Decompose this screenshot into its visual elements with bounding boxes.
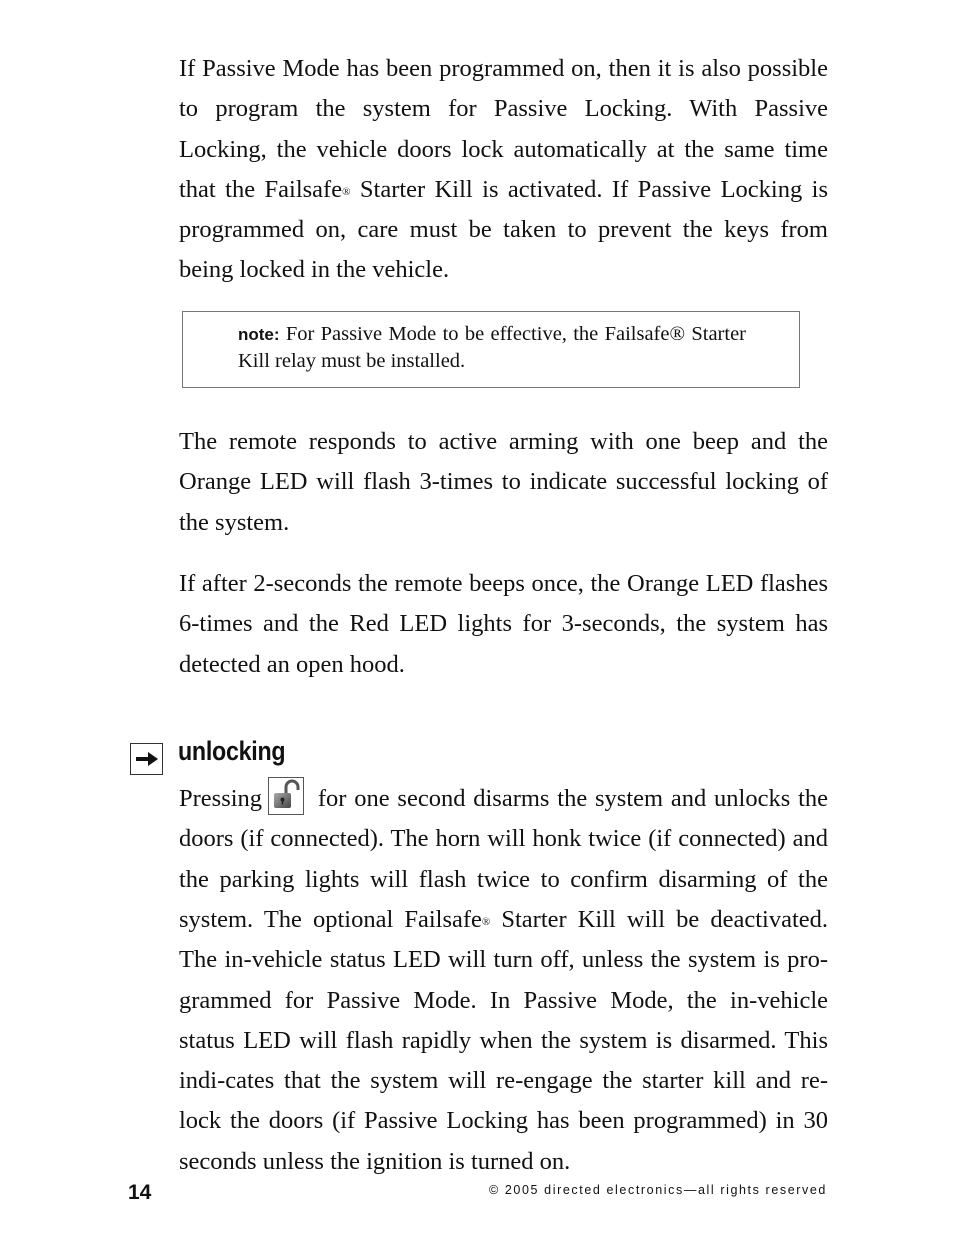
unlocking-text-pressing: Pressing <box>179 785 263 812</box>
right-arrow-icon <box>130 743 163 775</box>
note-text <box>238 321 746 374</box>
unlock-padlock-icon <box>268 777 304 815</box>
open-hood-paragraph: If after 2-seconds the remote beeps once, the Orange LED flashes 6-times and the Red LED lights for 3-seconds, the system has detected an open hood. <box>179 570 828 678</box>
registered-mark: ® <box>481 915 491 928</box>
section-heading-unlocking: unlocking <box>178 736 286 766</box>
note-body: For Passive Mode to be effective, the Failsafe® Starter Kill relay must be installed. <box>238 323 746 372</box>
copyright-footer: © 2005 directed electronics—all rights reserved <box>488 1183 827 1197</box>
note-box <box>182 311 800 388</box>
passive-locking-text-a: If Passive Mode has been programmed on, then it is also possible to program the system for Passive Locking. With Passive Locking, the vehicle doors lock automatically at the same time that the Failsafe <box>179 55 828 203</box>
unlocking-paragraph <box>179 779 828 1182</box>
passive-locking-text-b: Starter Kill is activated. If Passive Locking is programmed on, care must be taken to prevent the keys from being locked in the vehicle. <box>179 175 828 284</box>
unlocking-text-rest: Starter Kill will be deactivated. The in-vehicle status LED will turn off, unless the system is pro-grammed for Passive Mode. In Passive Mode, the in-vehicle status LED will flash rapidly when the system is disarmed. This indi-cates that the system will re-engage the starter kill and re-lock the doors (if Passive Locking has been programmed) in 30 seconds unless the ignition is turned on. <box>179 905 828 1175</box>
page-number: 14 <box>128 1181 152 1204</box>
registered-mark: ® <box>342 185 351 198</box>
arming-response-paragraph: The remote responds to active arming with one beep and the Orange LED will flash 3-times to indicate successful locking of the system. <box>179 428 828 536</box>
note-label: note: <box>238 325 280 344</box>
unlocking-text-body: for one second disarms the system and unlocks the doors (if connected). The horn will honk twice (if connected) and the parking lights will flash twice to confirm disarming of the system. The optional Failsafe <box>179 785 828 933</box>
passive-locking-paragraph <box>179 49 828 291</box>
